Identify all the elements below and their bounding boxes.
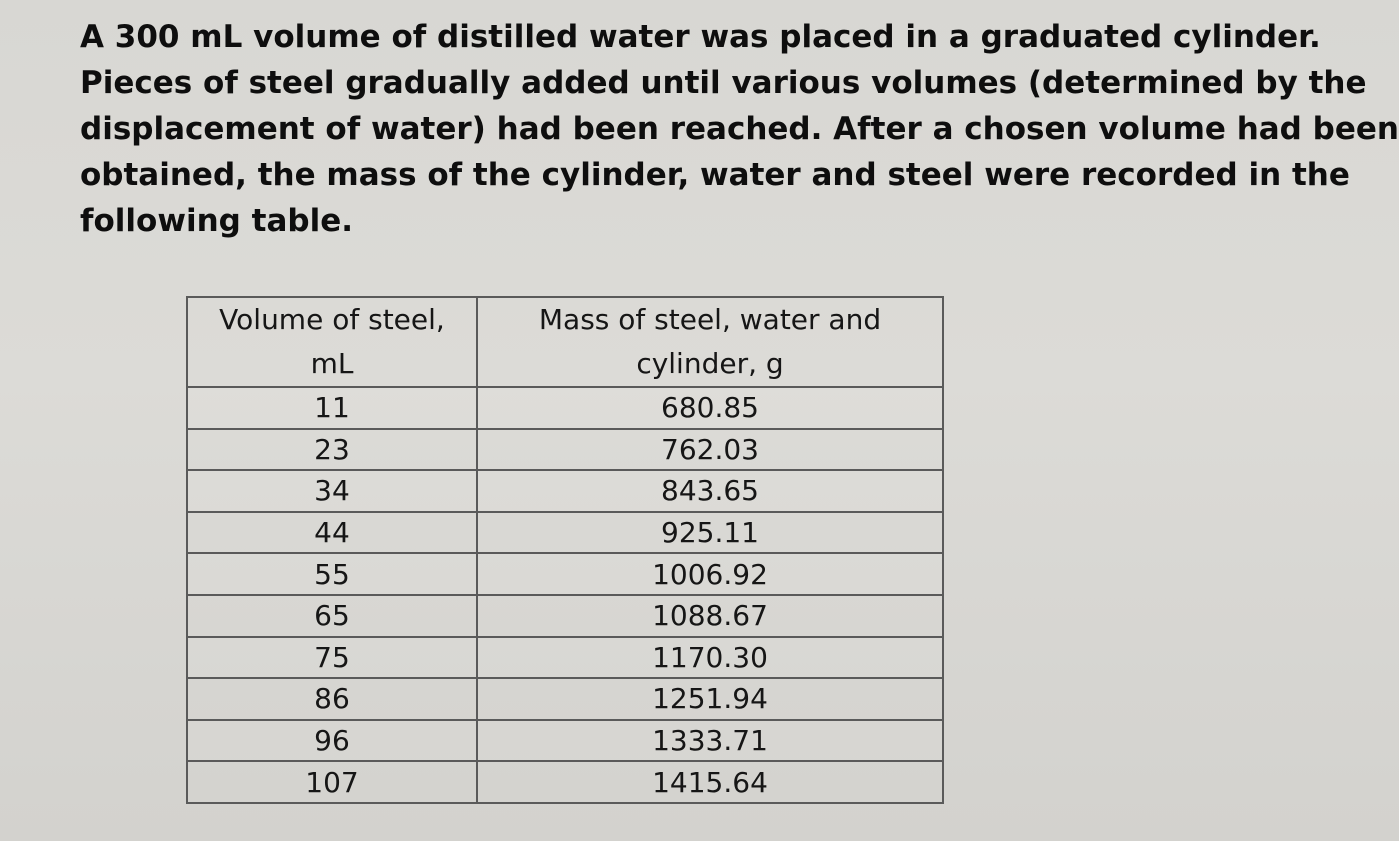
table-row [187,678,943,720]
volume-cell: 75 [187,637,477,679]
mass-cell: 1006.92 [477,553,943,595]
header-mass [477,297,943,387]
table-row [187,595,943,637]
table-row [187,553,943,595]
volume-cell: 107 [187,761,477,803]
statement-line: obtained, the mass of the cylinder, water and steel were recorded in the [80,157,1350,193]
header-mass-line2: cylinder, g [636,347,784,380]
header-volume-line2: mL [310,347,354,380]
table-header-row [187,297,943,387]
data-table-container [186,296,942,804]
statement-line: following table. [80,203,354,239]
volume-cell: 65 [187,595,477,637]
header-volume-line1: Volume of steel, [219,303,445,336]
table-row [187,512,943,554]
mass-cell: 843.65 [477,470,943,512]
volume-cell: 34 [187,470,477,512]
statement-line: A 300 mL volume of distilled water was placed in a graduated cylinder. [80,19,1321,55]
table-row [187,637,943,679]
data-table [186,296,944,804]
volume-cell: 96 [187,720,477,762]
mass-cell: 762.03 [477,429,943,471]
mass-cell: 1251.94 [477,678,943,720]
mass-cell: 1333.71 [477,720,943,762]
volume-cell: 11 [187,387,477,429]
problem-statement [80,14,1399,244]
table-row [187,429,943,471]
mass-cell: 1088.67 [477,595,943,637]
volume-cell: 55 [187,553,477,595]
statement-line: Pieces of steel gradually added until various volumes (determined by the [80,65,1367,101]
volume-cell: 44 [187,512,477,554]
mass-cell: 1415.64 [477,761,943,803]
header-mass-line1: Mass of steel, water and [538,303,882,336]
volume-cell: 86 [187,678,477,720]
mass-cell: 680.85 [477,387,943,429]
table-row [187,387,943,429]
mass-cell: 1170.30 [477,637,943,679]
statement-line: displacement of water) had been reached. After a chosen volume had been [80,111,1399,147]
table-row [187,720,943,762]
table-row [187,470,943,512]
table-row [187,761,943,803]
volume-cell: 23 [187,429,477,471]
header-volume [187,297,477,387]
mass-cell: 925.11 [477,512,943,554]
